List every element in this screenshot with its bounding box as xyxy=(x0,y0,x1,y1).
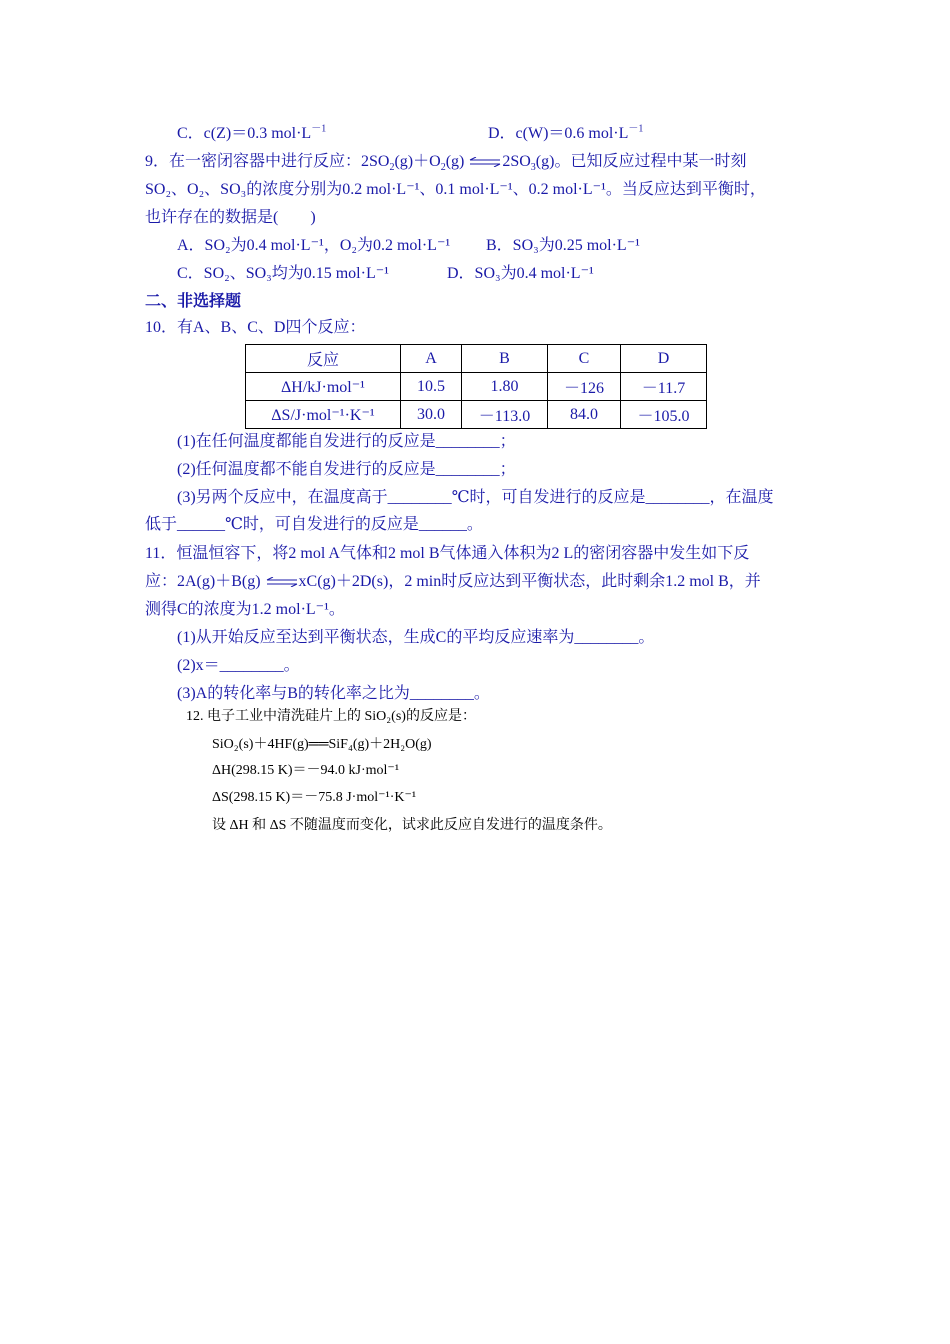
q12-equation: SiO₂(s)＋4HF(g)══SiF₄(g)＋2H₂O(g) xyxy=(212,737,432,752)
q11-part2: (2)x＝________。 xyxy=(177,657,300,674)
q11-part1: (1)从开始反应至达到平衡状态，生成C的平均反应速率为________。 xyxy=(177,629,655,646)
q9-option-d: D．SO₃为0.4 mol·L⁻¹ xyxy=(447,265,594,282)
table-cell: A xyxy=(401,345,462,373)
q10-part2: (2)任何温度都不能自发进行的反应是________； xyxy=(177,461,516,478)
reversible-arrow-icon xyxy=(468,157,502,167)
table-header-row xyxy=(246,345,707,373)
q8-option-d: D．c(W)＝0.6 $mol\cdot L^{-1}$ xyxy=(488,123,644,142)
q10-part3-line2: 低于______℃时，可自发进行的反应是______。 xyxy=(145,516,483,533)
table-cell: ΔS/J·mol⁻¹·K⁻¹ xyxy=(246,401,401,429)
q12-question: 设 ΔH 和 ΔS 不随温度而变化，试求此反应自发进行的温度条件。 xyxy=(212,818,612,833)
section-heading: 二、非选择题 xyxy=(145,293,242,310)
q9-option-a: A．SO₂为0.4 mol·L⁻¹，O₂为0.2 mol·L⁻¹ xyxy=(177,237,451,254)
q10-intro: 10．有A、B、C、D四个反应： xyxy=(145,319,366,336)
table-cell: 反应 xyxy=(246,345,401,373)
table-cell: －126 xyxy=(548,373,621,401)
table-cell: ΔH/kJ·mol⁻¹ xyxy=(246,373,401,401)
q12-delta-s: ΔS(298.15 K)＝－75.8 J·mol⁻¹·K⁻¹ xyxy=(212,790,417,805)
table-cell: 10.5 xyxy=(401,373,462,401)
q11-stem-line1: 11．恒温恒容下，将2 mol A气体和2 mol B气体通入体积为2 L的密闭容器中发生如下反 xyxy=(145,545,750,562)
table-cell: 84.0 xyxy=(548,401,621,429)
q12-delta-h: ΔH(298.15 K)＝－94.0 kJ·mol⁻¹ xyxy=(212,763,400,778)
table-cell: D xyxy=(621,345,707,373)
table-cell: －105.0 xyxy=(621,401,707,429)
table-cell: B xyxy=(462,345,548,373)
table-cell: 1.80 xyxy=(462,373,548,401)
table-cell: 30.0 xyxy=(401,401,462,429)
q11-stem-line3: 测得C的浓度为1.2 mol·L⁻¹。 xyxy=(145,601,345,618)
q8-option-c: C．c(Z)＝0.3 $mol\cdot L^{-1}$ xyxy=(177,123,327,142)
q10-data-table xyxy=(245,344,707,429)
table-cell: C xyxy=(548,345,621,373)
q9-option-c: C．SO₂、SO₃均为0.15 mol·L⁻¹ xyxy=(177,265,389,282)
table-cell: －113.0 xyxy=(462,401,548,429)
table-row xyxy=(246,373,707,401)
q11-part3: (3)A的转化率与B的转化率之比为________。 xyxy=(177,685,490,702)
q9-stem-line2: SO₂、O₂、SO₃的浓度分别为0.2 mol·L⁻¹、0.1 mol·L⁻¹、0.2 mol·L⁻¹。当反应达到平衡时， xyxy=(145,181,766,198)
q9-option-b: B．SO₃为0.25 mol·L⁻¹ xyxy=(486,237,640,254)
table-row xyxy=(246,401,707,429)
q9-stem-line1: 9．在一密闭容器中进行反应：$2SO_2(g)+O_2(g)$ $2SO_3(g)$。已知反应过程中某一时刻 xyxy=(145,153,747,174)
q10-part3-line1: (3)另两个反应中，在温度高于________℃时，可自发进行的反应是________，在温度 xyxy=(177,489,774,506)
q12-title: 12. 电子工业中清洗硅片上的 SiO₂(s)的反应是： xyxy=(186,709,476,724)
table-cell: －11.7 xyxy=(621,373,707,401)
q9-stem-line3: 也许存在的数据是( ) xyxy=(145,209,316,226)
q11-stem-line2: 应：2A(g)＋B(g) xC(g)＋2D(s)，2 min时反应达到平衡状态，此时剩余1.2 mol B，并 xyxy=(145,573,761,590)
q10-part1: (1)在任何温度都能自发进行的反应是________； xyxy=(177,433,516,450)
reversible-arrow-icon xyxy=(265,577,299,587)
